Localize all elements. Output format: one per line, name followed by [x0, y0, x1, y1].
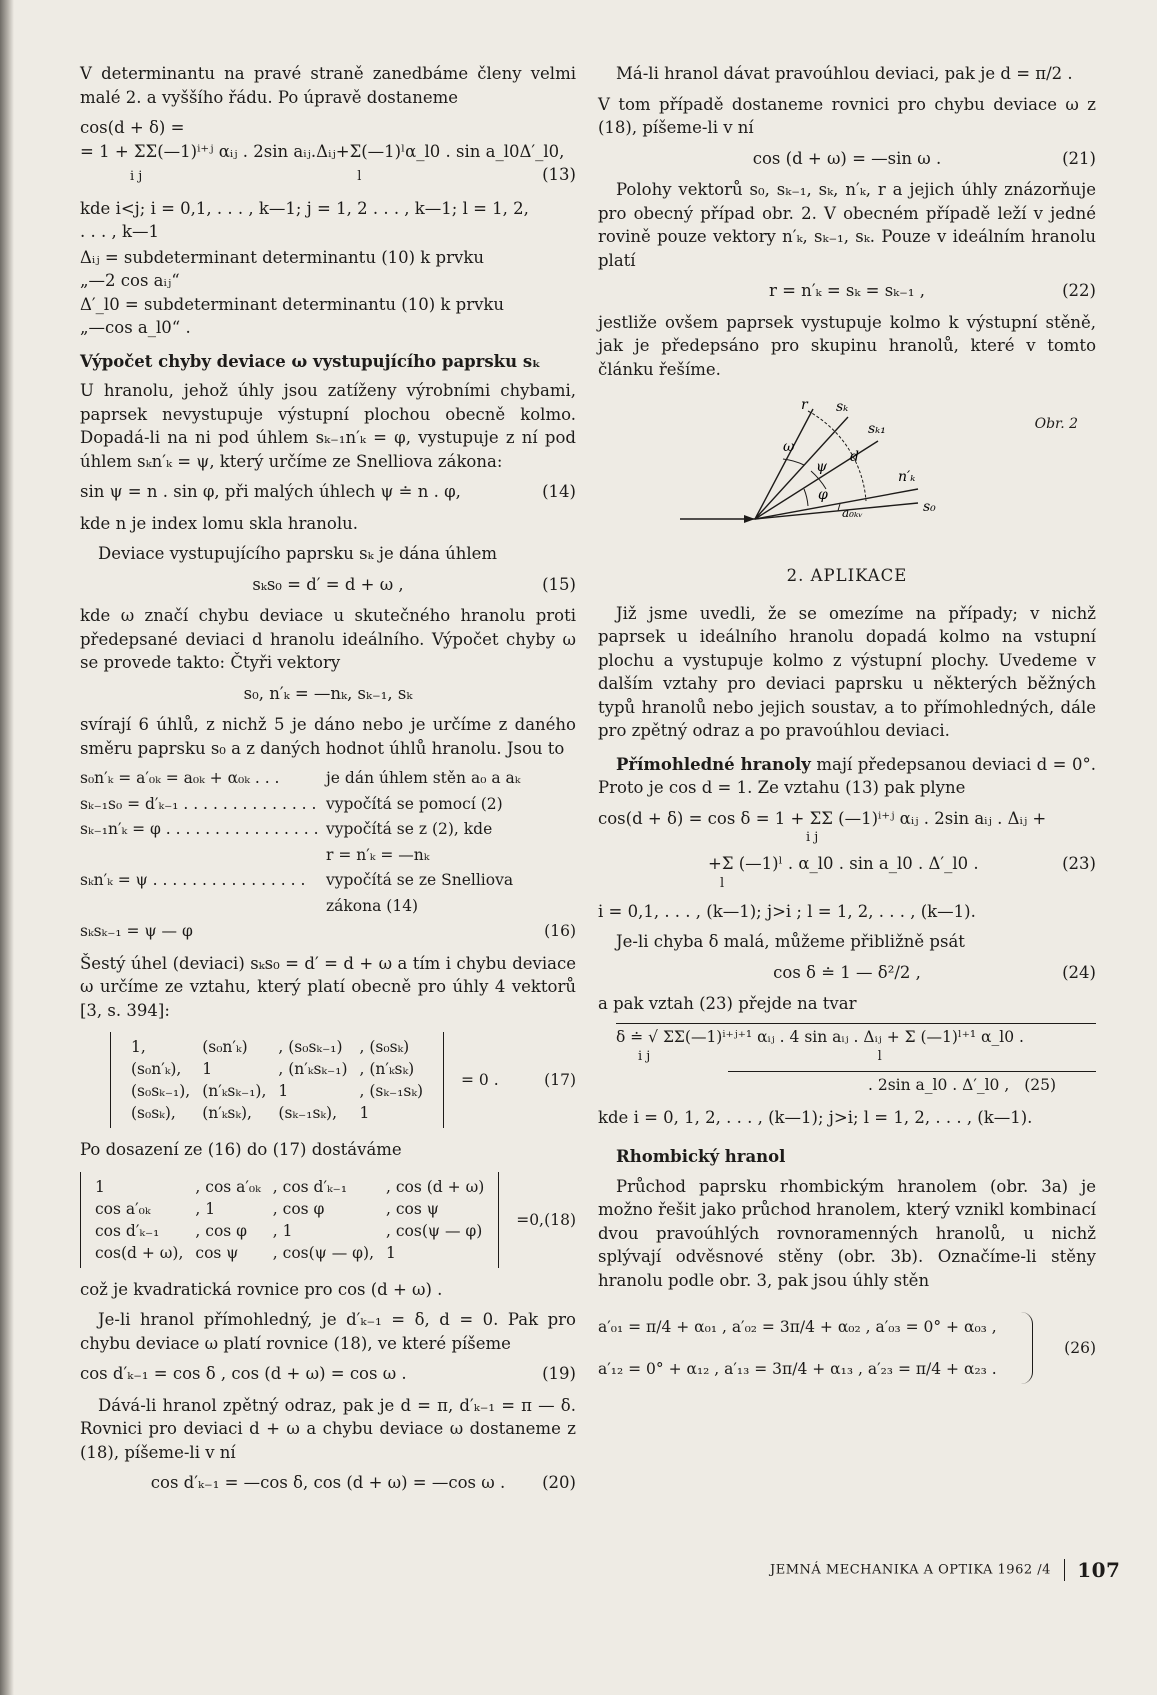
angle-lhs: sₖsₖ₋₁ = ψ — φ: [80, 922, 193, 940]
journal-name: JEMNÁ MECHANIKA A OPTIKA 1962 /4: [770, 1562, 1051, 1578]
equation-line: δ ≐ √ ΣΣ(—1)ⁱ⁺ʲ⁺¹ αᵢⱼ . 4 sin aᵢⱼ . Δᵢⱼ + Σ (—1)ˡ⁺¹ α_l0 .: [616, 1023, 1096, 1050]
paragraph: U hranolu, jehož úhly jsou zatíženy výrobními chybami, paprsek nevystupuje výstupní plochou obecně kolmo. Dopadá-li na ni pod úhlem sₖ₋₁n′ₖ = φ, vystupuje z ní pod úhlem sₖn′ₖ = ψ, který určíme ze Snelliova zákona:: [80, 381, 576, 471]
paragraph: Dává-li hranol zpětný odraz, pak je d = π, d′ₖ₋₁ = π — δ. Rovnici pro deviaci d + ω a chybu deviace ω dostaneme z (18), píšeme-li v ní: [80, 1395, 576, 1462]
angle-definition-row: [80, 869, 576, 893]
equation-13: [80, 116, 576, 189]
paragraph: svírají 6 úhlů, z nichž 5 je dáno nebo je určíme z daného směru paprsku s₀ a z daných hodnot úhlů hranolu. Jsou to: [80, 715, 576, 758]
determinant-17: [110, 1032, 576, 1128]
section-heading: Výpočet chyby deviace ω vystupujícího paprsku sₖ: [80, 351, 541, 371]
angle-lhs: sₖn′ₖ = ψ . . . . . . . . . . . . . . . .: [80, 871, 306, 889]
definition: „—cos a_l0“ .: [80, 318, 191, 337]
equation-number: (14): [542, 482, 576, 501]
equation-14: [80, 480, 576, 504]
paragraph: Šestý úhel (deviaci) sₖs₀ = d′ = d + ω a tím i chybu deviace ω určíme ze vztahu, který platí obecně pro úhly 4 vektorů [3, s. 394]:: [80, 953, 576, 1020]
paragraph: Je-li hranol přímohledný, je d′ₖ₋₁ = δ, d = 0. Pak pro chybu deviace ω platí rovnice (18), ve které píšeme: [80, 1310, 576, 1353]
equation-rhs: =0,: [516, 1210, 544, 1229]
paragraph: Je-li chyba δ malá, můžeme přibližně psát: [616, 932, 965, 951]
definition: Δᵢⱼ = subdeterminant determinantu (10) k prvku: [80, 247, 484, 267]
label-omega: ω: [783, 439, 795, 455]
equation-number: (13): [542, 165, 576, 184]
matrix-cell: , cos(ψ — φ),: [272, 1243, 375, 1262]
label-phi: φ: [818, 487, 828, 503]
arrow-head: [744, 515, 755, 523]
matrix-cell: 1,: [131, 1038, 146, 1056]
matrix-cell: , cos a′₀ₖ: [195, 1177, 261, 1196]
angle-lhs: s₀n′ₖ = a′₀ₖ = a₀ₖ + α₀ₖ . . .: [80, 769, 280, 787]
determinant-matrix: [80, 1172, 499, 1268]
page-number: 107: [1077, 1558, 1121, 1582]
equation-23: [598, 807, 1096, 892]
label-sk: sₖ: [836, 399, 849, 415]
paragraph: Již jsme uvedli, že se omezíme na případy; v nichž paprsek u ideálního hranolu dopadá kolmo na vstupní plochu a vystupuje kolmo z výstupní plochy. Uvedeme v dalším vztahy pro deviaci paprsku u některých běžných typů hranolů nebo jejich soustav, a to přímohledných, dále pro zpětný odraz a po pravoúhlou deviaci.: [598, 603, 1096, 740]
matrix-cell: 1: [278, 1082, 289, 1100]
equation-number: (20): [542, 1473, 576, 1492]
label-psi: ψ: [816, 459, 827, 475]
matrix-cell: 1: [202, 1060, 213, 1078]
equation-rhs: = 0 .: [461, 1071, 499, 1089]
angle-definition-row: [80, 895, 576, 919]
label-r: r: [801, 397, 808, 413]
figure-2: [598, 391, 1096, 556]
equation-line: . 2sin a_l0 . Δ′_l0 ,: [868, 1076, 1010, 1094]
paragraph: V determinantu na pravé straně zanedbáme členy velmi malé 2. a vyššího řádu. Po úpravě dostaneme: [80, 64, 576, 107]
equation-vectors: [80, 682, 576, 706]
angle-definition-row: [80, 844, 576, 868]
equation-subscripts: l: [720, 875, 725, 891]
matrix-cell: , cos ψ: [386, 1199, 439, 1218]
paragraph: jestliže ovšem paprsek vystupuje kolmo k výstupní stěně, jak je předepsáno pro skupinu hranolů, které v tomto článku řešíme.: [598, 312, 1096, 379]
definition: Δ′_l0 = subdeterminant determinantu (10) k prvku: [80, 294, 505, 314]
matrix-cell: , (n′ₖsₖ₋₁): [278, 1060, 348, 1078]
matrix-cell: cos(d + ω),: [95, 1243, 184, 1262]
equation-body: sₖs₀ = d′ = d + ω ,: [252, 574, 404, 594]
matrix-cell: , cos φ: [272, 1199, 325, 1218]
ray-s0: [755, 503, 918, 519]
matrix-cell: , 1: [195, 1199, 216, 1218]
matrix-cell: (n′ₖsₖ₋₁),: [202, 1082, 267, 1100]
figure-label: Obr. 2: [1034, 416, 1078, 432]
arc-a0k: [838, 504, 840, 511]
binding-shadow: [0, 0, 14, 1695]
matrix-cell: (s₀sₖ),: [131, 1104, 176, 1122]
equation-21: [598, 147, 1096, 171]
equation-body: cos d′ₖ₋₁ = cos δ , cos (d + ω) = cos ω .: [80, 1364, 407, 1383]
matrix-cell: , (sₖ₋₁sₖ): [359, 1082, 424, 1100]
paragraph: kde i<j; i = 0,1, . . . , k—1; j = 1, 2 . . . , k—1; l = 1, 2,: [80, 198, 529, 218]
matrix-cell: , 1: [272, 1221, 293, 1240]
matrix-cell: , cos(ψ — φ): [386, 1221, 483, 1240]
equation-number: (25): [1024, 1076, 1057, 1094]
arc-omega: [783, 459, 804, 465]
page-footer: [770, 1558, 1121, 1582]
equation-24: [598, 961, 1096, 985]
matrix-cell: (sₖ₋₁sₖ),: [278, 1104, 338, 1122]
angle-rhs: r = n′ₖ = —nₖ: [326, 845, 430, 864]
section-heading: Rhombický hranol: [616, 1147, 786, 1166]
angle-lhs: sₖ₋₁n′ₖ = φ . . . . . . . . . . . . . . . .: [80, 820, 319, 838]
matrix-cell: , (s₀sₖ₋₁): [278, 1038, 343, 1056]
definition: „—2 cos aᵢⱼ“: [80, 271, 180, 290]
equation-number: (21): [1062, 148, 1096, 168]
left-column: [80, 62, 576, 1503]
paragraph: . . . , k—1: [80, 222, 159, 241]
equation-body: r = n′ₖ = sₖ = sₖ₋₁ ,: [768, 281, 925, 300]
right-brace: [1018, 1312, 1033, 1384]
equation-number: (26): [1064, 1339, 1096, 1357]
label-a0k: a₀ₖᵥ: [842, 506, 863, 520]
matrix-cell: (n′ₖsₖ),: [202, 1104, 252, 1122]
matrix-cell: , cos (d + ω): [386, 1177, 485, 1196]
bold-lead: Přímohledné hranoly: [616, 754, 811, 774]
equation-subscripts: i j l: [638, 1049, 882, 1064]
angle-rhs: je dán úhlem stěn a₀ a aₖ: [326, 769, 521, 787]
equation-25: [598, 1023, 1096, 1098]
equation-subscripts: i j: [806, 830, 819, 845]
angle-definition-row: [80, 920, 576, 944]
paragraph: což je kvadratická rovnice pro cos (d + ω) .: [80, 1279, 443, 1299]
equation-19: [80, 1362, 576, 1386]
angle-rhs: vypočítá se pomocí (2): [326, 794, 503, 813]
label-s0: s₀: [923, 499, 936, 515]
angle-lhs: [80, 895, 320, 919]
matrix-cell: cos d′ₖ₋₁: [95, 1221, 160, 1240]
equation-number: (19): [542, 1364, 576, 1383]
paragraph-text: mají předepsanou deviaci d = 0°. Proto je cos d = 1. Ze vztahu (13) pak plyne: [598, 754, 1097, 797]
determinant-matrix: [110, 1032, 444, 1128]
equation-body: cos δ ≐ 1 — δ²/2 ,: [773, 962, 921, 982]
matrix-cell: , (n′ₖsₖ): [359, 1060, 415, 1078]
equation-line: a′₁₂ = 0° + α₁₂ , a′₁₃ = 3π/4 + α₁₃ , a′₂₃ = π/4 + α₂₃ .: [598, 1360, 997, 1378]
paragraph: a pak vztah (23) přejde na tvar: [598, 994, 857, 1013]
equation-line: cos(d + δ) = cos δ = 1 + ΣΣ (—1)ⁱ⁺ʲ αᵢⱼ . 2sin aᵢⱼ . Δᵢⱼ +: [598, 808, 1047, 828]
equation-number: (15): [542, 574, 576, 594]
label-nk: n′ₖ: [898, 469, 916, 485]
paragraph: kde ω značí chybu deviace u skutečného hranolu proti předepsané deviaci d hranolu ideálního. Výpočet chyby ω se provede takto: Čtyři vektory: [80, 606, 576, 672]
matrix-cell: , cos φ: [195, 1221, 248, 1240]
equation-22: [598, 279, 1096, 303]
footer-separator: [1064, 1559, 1065, 1581]
determinant-18: [80, 1172, 576, 1268]
matrix-cell: , cos d′ₖ₋₁: [272, 1177, 348, 1196]
equation-number: (17): [544, 1071, 576, 1089]
matrix-cell: 1: [95, 1177, 105, 1196]
equation-26: [598, 1312, 1096, 1384]
equation-body: sin ψ = n . sin φ, při malých úhlech ψ ≐ n . φ,: [80, 482, 461, 501]
paragraph: Po dosazení ze (16) do (17) dostáváme: [80, 1140, 402, 1159]
equation-number: (23): [1062, 854, 1096, 873]
paragraph: kde i = 0, 1, 2, . . . , (k—1); j>i; l = 1, 2, . . . , (k—1).: [598, 1107, 1033, 1127]
equation-line: +Σ (—1)ˡ . α_l0 . sin a_l0 . Δ′_l0 .: [708, 854, 979, 873]
paragraph: Polohy vektorů s₀, sₖ₋₁, sₖ, n′ₖ, r a jejich úhly znázorňuje pro obecný případ obr. 2. V obecném případě leží v jedné rovině pouze vektory n′ₖ, sₖ₋₁, sₖ. Pouze v ideálním hranolu platí: [598, 180, 1096, 270]
matrix-cell: cos ψ: [195, 1243, 239, 1262]
matrix-cell: (s₀sₖ₋₁),: [131, 1082, 191, 1100]
equation-body: s₀, n′ₖ = —nₖ, sₖ₋₁, sₖ: [243, 683, 413, 703]
equation-subscripts: i j l: [130, 169, 362, 184]
equation-body: cos d′ₖ₋₁ = —cos δ, cos (d + ω) = —cos ω .: [150, 1473, 506, 1492]
vector-diagram: [598, 391, 1096, 556]
equation-number: (18): [544, 1210, 576, 1229]
equation-line: a′₀₁ = π/4 + α₀₁ , a′₀₂ = 3π/4 + α₀₂ , a′₀₃ = 0° + α₀₃ ,: [598, 1318, 997, 1336]
matrix-cell: cos a′₀ₖ: [95, 1199, 151, 1218]
paragraph: [598, 753, 1096, 800]
angle-definition-row: [80, 793, 576, 817]
matrix-cell: (s₀n′ₖ): [202, 1038, 248, 1056]
paragraph: Deviace vystupujícího paprsku sₖ je dána úhlem: [98, 544, 498, 563]
matrix-cell: , (s₀sₖ): [359, 1038, 410, 1056]
section-heading: 2. APLIKACE: [786, 566, 908, 585]
equation-number: (22): [1062, 281, 1096, 300]
angle-definitions: [80, 767, 576, 944]
equation-number: (16): [544, 922, 576, 940]
matrix-cell: 1: [386, 1243, 396, 1262]
angle-lhs: sₖ₋₁s₀ = d′ₖ₋₁ . . . . . . . . . . . . . .: [80, 794, 317, 813]
paragraph: Průchod paprsku rhombickým hranolem (obr. 3a) je možno řešit jako průchod hranolem, který vznikl kombinací dvou pravoúhlých rovnoramenných hranolů, u nichž splývají odvěsnové stěny (obr. 3b). Označíme-li stěny hranolu podle obr. 3, pak jsou úhly stěn: [598, 1176, 1096, 1290]
equation-line: cos(d + δ) =: [80, 118, 185, 137]
paragraph: i = 0,1, . . . , (k—1); j>i ; l = 1, 2, . . . , (k—1).: [598, 901, 976, 921]
angle-rhs: vypočítá se ze Snelliova: [326, 871, 514, 889]
equation-line: = 1 + ΣΣ(—1)ⁱ⁺ʲ αᵢⱼ . 2sin aᵢⱼ.Δᵢⱼ+Σ(—1)ˡα_l0 . sin a_l0Δ′_l0,: [80, 141, 565, 161]
angle-definition-row: [80, 767, 576, 791]
equation-20: [80, 1471, 576, 1495]
equation-15: [80, 573, 576, 597]
equation-number: (24): [1062, 962, 1096, 982]
label-d: d: [850, 449, 859, 465]
label-sk1: sₖ₁: [868, 421, 886, 437]
paragraph: Má-li hranol dávat pravoúhlou deviaci, pak je d = π/2 .: [616, 64, 1073, 83]
matrix-cell: 1: [359, 1104, 370, 1122]
angle-definition-row: [80, 818, 576, 842]
right-column: [598, 62, 1096, 1384]
arc-phi: [804, 489, 808, 506]
paragraph: V tom případě dostaneme rovnici pro chybu deviace ω z (18), píšeme-li v ní: [598, 94, 1096, 137]
equation-lines: [598, 1312, 1018, 1384]
angle-lhs: [80, 844, 320, 868]
paragraph: kde n je index lomu skla hranolu.: [80, 513, 358, 533]
equation-body: cos (d + ω) = —sin ω .: [752, 148, 942, 168]
angle-rhs: vypočítá se z (2), kde: [326, 820, 493, 838]
angle-rhs: zákona (14): [326, 896, 419, 915]
matrix-cell: (s₀n′ₖ),: [131, 1060, 182, 1078]
